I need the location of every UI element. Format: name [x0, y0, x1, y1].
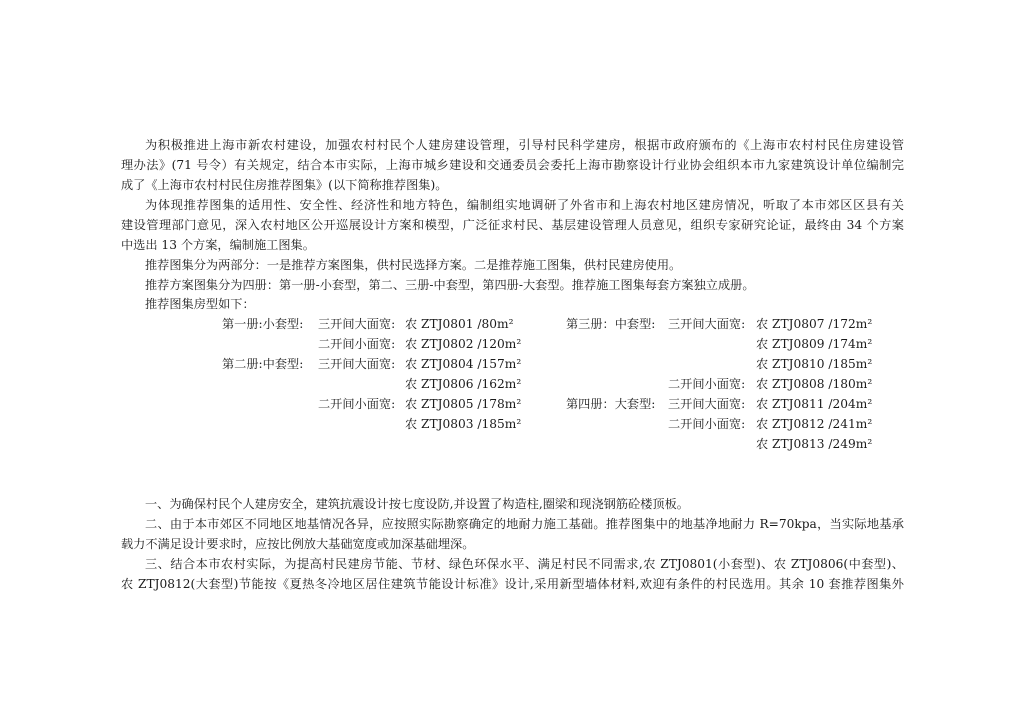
intro-p1-line2: 理办法》(71 号令）有关规定，结合本市实际，上海市城乡建设和交通委员会委托上海市勘察设计行业协会组织本市九家建筑设计单位编制完 — [121, 158, 904, 172]
catalog-volume: 第一册:小套型: — [222, 317, 304, 331]
intro-p2-line2: 建设管理部门意见，深入农村地区公开巡展设计方案和模型，广泛征求村民、基层建设管理人员意见，组织专家研究论证，最终由 34 个方案 — [121, 218, 904, 232]
catalog-volume: 第三册：中套型: — [566, 317, 656, 331]
note-3-line2: 农 ZTJ0812(大套型)节能按《夏热冬冷地区居住建筑节能设计标准》设计,采用新型墙体材料,欢迎有条件的村民选用。其余 10 套推荐图集外 — [121, 577, 904, 591]
catalog-code: 农 ZTJ0812 /241m² — [756, 417, 873, 431]
intro-p1-line1: 为积极推进上海市新农村建设，加强农村村民个人建房建设管理，引导村民科学建房，根据市政府颁布的《上海市农村村民住房建设管 — [145, 138, 904, 152]
intro-p1-line3: 成了《上海市农村村民住房推荐图集》(以下简称推荐图集)。 — [121, 178, 448, 192]
intro-p2-line1: 为体现推荐图集的适用性、安全性、经济性和地方特色，编制组实地调研了外省市和上海农村地区建房情况，听取了本市郊区区县有关 — [145, 198, 904, 212]
catalog-code: 农 ZTJ0809 /174m² — [756, 337, 873, 351]
catalog-width: 三开间大面宽: — [668, 317, 746, 331]
catalog-code: 农 ZTJ0805 /178m² — [405, 397, 522, 411]
catalog-code: 农 ZTJ0806 /162m² — [405, 377, 522, 391]
note-2-line2: 载力不满足设计要求时，应按比例放大基础宽度或加深基础埋深。 — [121, 537, 475, 551]
catalog-volume: 第二册:中套型: — [222, 357, 304, 371]
catalog-width: 三开间大面宽: — [318, 357, 396, 371]
intro-p3: 推荐图集分为两部分：一是推荐方案图集，供村民选择方案。二是推荐施工图集，供村民建房使用。 — [145, 258, 682, 272]
catalog-code: 农 ZTJ0804 /157m² — [405, 357, 522, 371]
note-1: 一、为确保村民个人建房安全，建筑抗震设计按七度设防,并设置了构造柱,圈梁和现浇钢筋砼楼顶板。 — [145, 497, 689, 511]
intro-p2-line3: 中选出 13 个方案，编制施工图集。 — [121, 238, 315, 252]
catalog-code: 农 ZTJ0813 /249m² — [756, 437, 873, 451]
catalog-code: 农 ZTJ0810 /185m² — [756, 357, 873, 371]
catalog-code: 农 ZTJ0802 /120m² — [405, 337, 522, 351]
catalog-width: 三开间大面宽: — [318, 317, 396, 331]
catalog-code: 农 ZTJ0801 /80m² — [405, 317, 514, 331]
intro-p5: 推荐图集房型如下： — [145, 297, 255, 311]
note-3-line1: 三、结合本市农村实际，为提高村民建房节能、节材、绿色环保水平、满足村民不同需求,农 ZTJ0801(小套型)、农 ZTJ0806(中套型)、 — [145, 557, 904, 571]
note-2-line1: 二、由于本市郊区不同地区地基情况各异，应按照实际勘察确定的地耐力施工基础。推荐图集中的地基净地耐力 R=70kpa，当实际地基承 — [145, 517, 904, 531]
catalog-volume: 第四册：大套型: — [566, 397, 656, 411]
catalog-code: 农 ZTJ0807 /172m² — [756, 317, 873, 331]
catalog-code: 农 ZTJ0808 /180m² — [756, 377, 873, 391]
catalog-width: 三开间大面宽: — [668, 397, 746, 411]
intro-p4: 推荐方案图集分为四册：第一册-小套型，第二、三册-中套型，第四册-大套型。推荐施工图集每套方案独立成册。 — [145, 278, 755, 292]
catalog-width: 二开间小面宽: — [318, 337, 396, 351]
catalog-code: 农 ZTJ0803 /185m² — [405, 417, 522, 431]
catalog-width: 二开间小面宽: — [668, 417, 746, 431]
catalog-width: 二开间小面宽: — [668, 377, 746, 391]
catalog-code: 农 ZTJ0811 /204m² — [756, 397, 873, 411]
catalog-width: 二开间小面宽: — [318, 397, 396, 411]
